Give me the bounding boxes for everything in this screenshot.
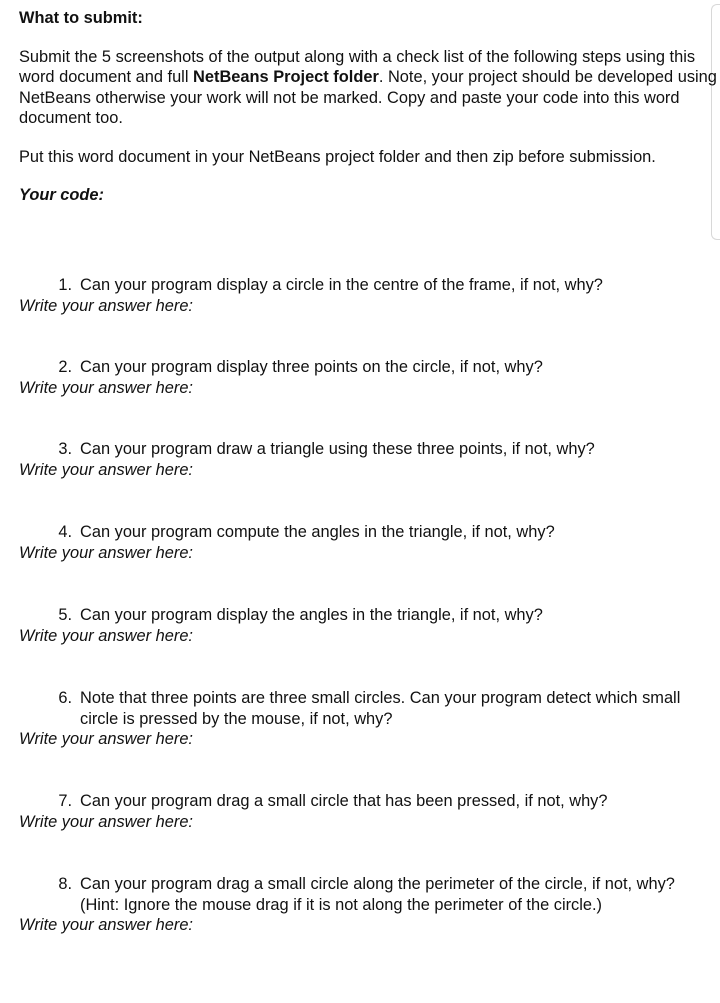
question-line xyxy=(19,791,719,812)
question-number: 6. xyxy=(58,689,72,707)
question-line xyxy=(19,605,719,626)
answer-prompt: Write your answer here: xyxy=(19,730,193,748)
question-item xyxy=(19,357,719,398)
question-line xyxy=(19,688,719,729)
question-number: 1. xyxy=(58,276,72,294)
question-item xyxy=(19,522,719,563)
question-item xyxy=(19,439,719,480)
answer-prompt: Write your answer here: xyxy=(19,460,193,479)
document-page xyxy=(19,8,719,206)
question-text: Can your program drag a small circle that has been pressed, if not, why? xyxy=(80,792,608,810)
answer-prompt: Write your answer here: xyxy=(19,296,193,315)
question-text: Can your program compute the angles in the triangle, if not, why? xyxy=(80,523,555,541)
question-number: 3. xyxy=(58,440,72,458)
question-item xyxy=(19,791,719,832)
question-text: Can your program display a circle in the centre of the frame, if not, why? xyxy=(80,276,603,294)
instructions-paragraph xyxy=(19,47,719,129)
instructions-bold-text: NetBeans Project folder xyxy=(193,68,379,86)
question-text: Can your program display the angles in the triangle, if not, why? xyxy=(80,606,543,624)
code-label: Your code: xyxy=(19,186,104,204)
question-text: Can your program display three points on the circle, if not, why? xyxy=(80,358,543,376)
question-text: Can your program draw a triangle using these three points, if not, why? xyxy=(80,440,595,458)
section-heading: What to submit: xyxy=(19,9,143,27)
question-text: Note that three points are three small circles. Can your program detect which small circle is pressed by the mouse, if not, why? xyxy=(80,689,681,728)
question-item xyxy=(19,874,719,936)
question-text: Can your program drag a small circle along the perimeter of the circle, if not, why? (Hint: Ignore the mouse drag if it is not along the perimeter of the circle.) xyxy=(80,875,675,914)
question-item xyxy=(19,688,719,750)
question-number: 8. xyxy=(58,875,72,893)
instructions-text-start: Submit the 5 screenshots of the output along with a check list of the following steps using this word document and full xyxy=(19,47,696,86)
answer-prompt: Write your answer here: xyxy=(19,916,193,934)
question-number: 4. xyxy=(58,523,72,541)
question-line xyxy=(19,874,719,915)
question-item xyxy=(19,275,719,316)
question-number: 7. xyxy=(58,792,72,810)
question-item xyxy=(19,605,719,646)
question-line xyxy=(19,522,719,543)
answer-prompt: Write your answer here: xyxy=(19,812,193,831)
submission-paragraph: Put this word document in your NetBeans project folder and then zip before submission. xyxy=(19,147,656,166)
question-line xyxy=(19,439,719,460)
instructions-text-end: . Note, your project should be developed using NetBeans otherwise your work will not be marked. Copy and paste your code into this word document too. xyxy=(19,68,717,127)
question-line xyxy=(19,275,719,296)
question-number: 5. xyxy=(58,606,72,624)
answer-prompt: Write your answer here: xyxy=(19,626,193,645)
answer-prompt: Write your answer here: xyxy=(19,543,193,562)
question-line xyxy=(19,357,719,378)
question-number: 2. xyxy=(58,358,72,376)
answer-prompt: Write your answer here: xyxy=(19,378,193,397)
